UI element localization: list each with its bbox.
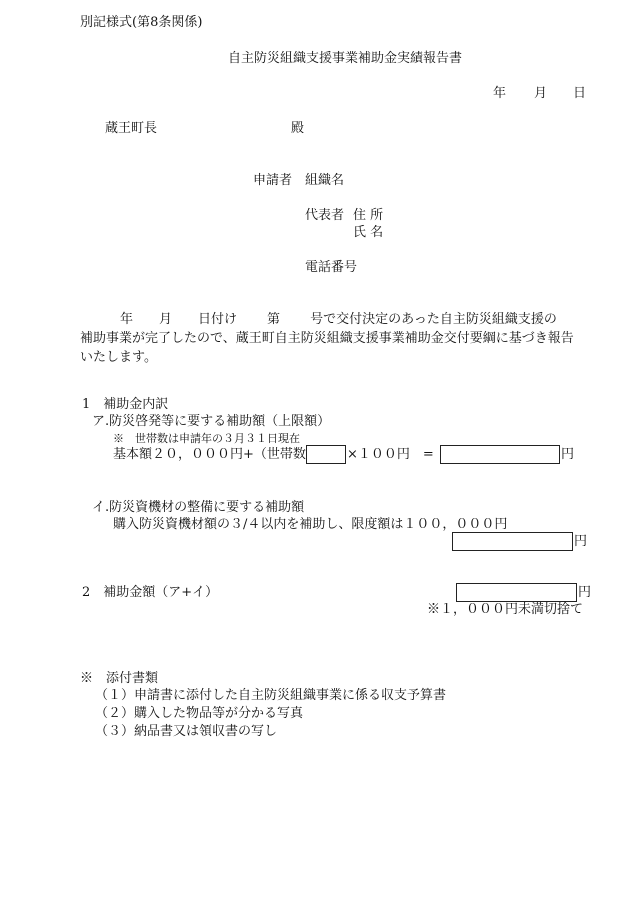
attachment-item: （２）購入した物品等が分かる写真 xyxy=(95,706,304,721)
section1-a-title: ア.防災啓発等に要する補助額（上限額） xyxy=(92,414,331,429)
body-number-prefix: 第 xyxy=(267,312,281,327)
body-day-suffix: 日付け xyxy=(198,312,238,327)
report-statement xyxy=(80,310,592,367)
name-label: 氏 名 xyxy=(353,225,384,240)
rounding-note: ※１，０００円未満切捨て xyxy=(427,602,584,617)
date-day: 日 xyxy=(573,86,587,101)
date-month: 月 xyxy=(534,86,548,101)
attachment-item: （３）納品書又は領収書の写し xyxy=(95,724,278,739)
section1-a-calc-mid: ×１００円 = xyxy=(347,447,434,462)
section1-a-calc-prefix: 基本額２０，０００円+（世帯数 xyxy=(113,447,306,462)
org-name-label: 組織名 xyxy=(305,173,345,188)
section2-heading: 2 補助金額（ア+イ） xyxy=(82,585,219,600)
address-label: 住 所 xyxy=(353,208,384,223)
basic-amount-field[interactable] xyxy=(440,445,560,464)
document-title: 自主防災組織支援事業補助金実績報告書 xyxy=(228,51,463,66)
representative-label: 代表者 xyxy=(305,208,345,223)
addressee-honorific: 殿 xyxy=(291,121,305,136)
body-line3: いたします。 xyxy=(80,350,157,365)
household-count-field[interactable] xyxy=(306,445,346,464)
body-line1-tail: 号で交付決定のあった自主防災組織支援の xyxy=(310,312,557,327)
body-month: 月 xyxy=(159,312,173,327)
phone-label: 電話番号 xyxy=(305,260,358,275)
body-line2: 補助事業が完了したので、蔵王町自主防災組織支援事業補助金交付要綱に基づき報告 xyxy=(80,331,574,346)
attachments-heading: ※ 添付書類 xyxy=(80,671,159,686)
section1-heading: 1 補助金内訳 xyxy=(82,397,169,412)
section1-a-note: ※ 世帯数は申請年の３月３１日現在 xyxy=(113,432,300,445)
body-year: 年 xyxy=(120,312,134,327)
addressee-name: 蔵王町長 xyxy=(105,121,158,136)
total-amount-field[interactable] xyxy=(456,583,577,602)
section1-b-title: イ.防災資機材の整備に要する補助額 xyxy=(92,500,305,515)
total-amount-yen: 円 xyxy=(578,585,592,600)
equipment-amount-yen: 円 xyxy=(574,534,588,549)
section1-b-desc: 購入防災資機材額の３/４以内を補助し、限度額は１００，０００円 xyxy=(113,517,508,532)
form-label: 別記様式(第8条関係) xyxy=(80,15,203,30)
date-year: 年 xyxy=(493,86,507,101)
applicant-label: 申請者 xyxy=(253,173,293,188)
attachment-item: （１）申請書に添付した自主防災組織事業に係る収支予算書 xyxy=(95,688,447,703)
basic-amount-yen: 円 xyxy=(561,447,575,462)
equipment-amount-field[interactable] xyxy=(452,532,573,551)
